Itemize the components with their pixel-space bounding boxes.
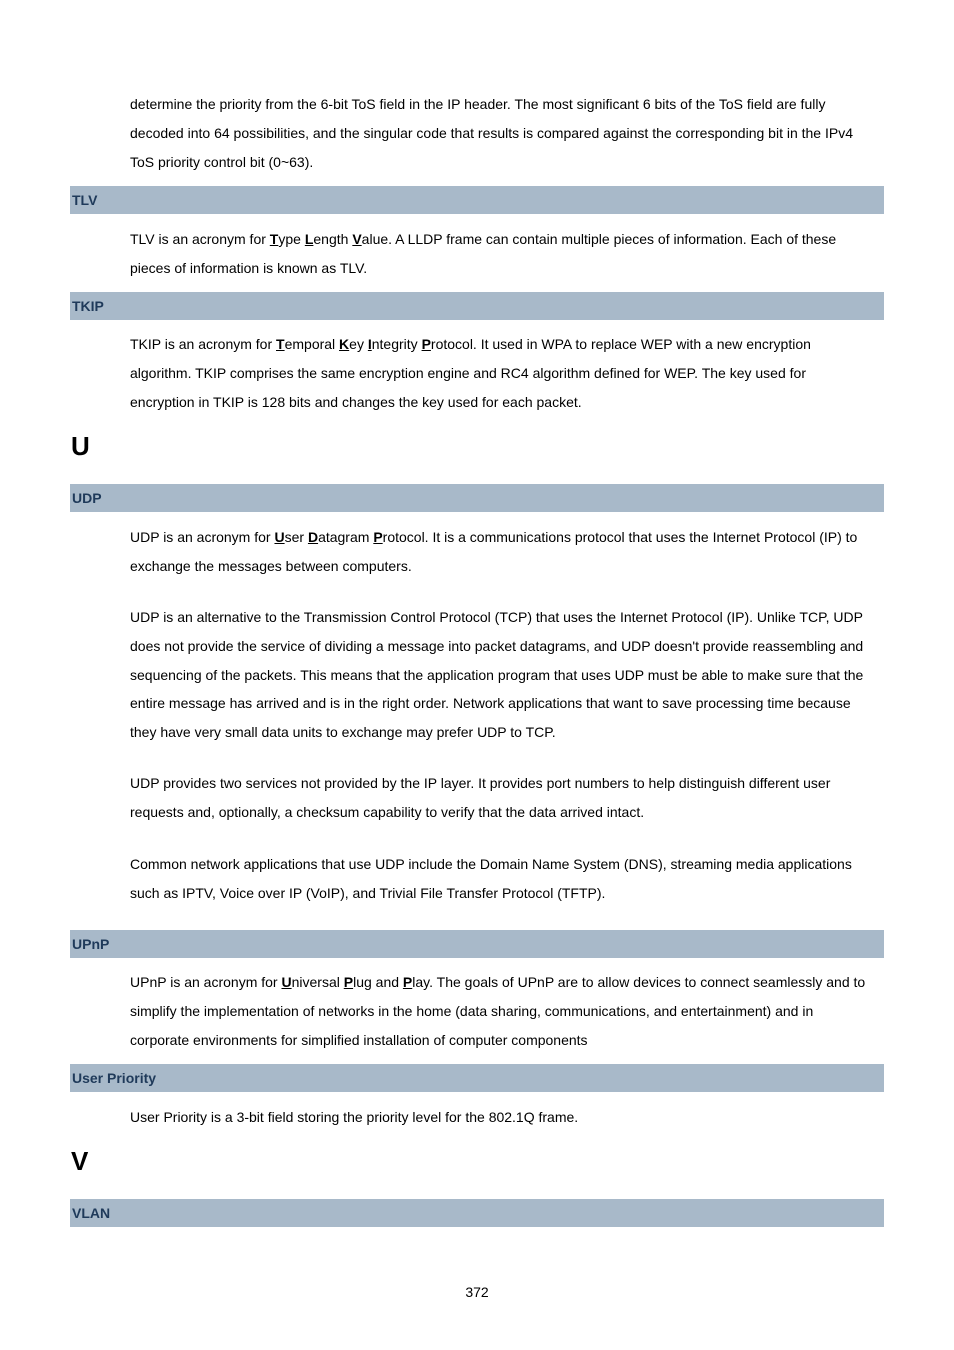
upnp-acronym-letter: P <box>402 974 413 990</box>
tkip-acronym-letter: T <box>276 336 285 352</box>
tkip-pre: TKIP is an acronym for <box>130 336 277 352</box>
udp-p2-line-1: UDP is an alternative to the Transmission Control Protocol (TCP) that uses the Internet Protocol (IP). Unlike TCP, UDP <box>130 609 863 625</box>
tlv-acronym-letter: T <box>269 231 279 247</box>
udp-p2-line-5: they have very small data units to exchange may prefer UDP to TCP. <box>130 724 556 741</box>
intro-line-2: decoded into 64 possibilities, and the singular code that results is compared against the corresponding bit in the IPv4 <box>130 124 853 141</box>
udp-paragraph-1 <box>130 523 885 581</box>
tkip-text: emporal <box>284 336 340 352</box>
udp-acronym-letter: P <box>373 529 383 545</box>
upnp-text: lug and <box>353 974 403 990</box>
udp-paragraph-2 <box>130 603 885 747</box>
tkip-heading: TKIP <box>70 292 884 320</box>
page-number: 372 <box>465 1284 489 1300</box>
udp-p3-line-2: requests and, optionally, a checksum capability to verify that the data arrived intact. <box>130 803 645 820</box>
tlv-paragraph <box>130 225 885 283</box>
udp-paragraph-4 <box>130 850 885 908</box>
intro-line-3: ToS priority control bit (0~63). <box>130 153 314 170</box>
section-letter-v: V <box>71 1146 89 1176</box>
udp-text: ser <box>284 529 308 545</box>
tlv-text: ype <box>278 231 305 247</box>
tkip-paragraph <box>130 330 885 416</box>
udp-acronym-letter: U <box>274 529 285 545</box>
user-priority-line-1: User Priority is a 3-bit field storing the priority level for the 802.1Q frame. <box>130 1109 579 1125</box>
intro-paragraph <box>130 90 885 176</box>
upnp-line-3: corporate environments for simplified installation of computer components <box>130 1031 588 1048</box>
upnp-line-1 <box>130 968 885 997</box>
tkip-line-1 <box>130 330 885 359</box>
tlv-text: ength <box>313 231 353 247</box>
udp-p4-line-1: Common network applications that use UDP include the Domain Name System (DNS), streaming media applications <box>130 856 852 872</box>
tlv-acronym-letter: V <box>352 231 362 247</box>
intro-line-1: determine the priority from the 6-bit ToS field in the IP header. The most significant 6 bits of the ToS field are fully <box>130 96 826 112</box>
upnp-acronym-letter: P <box>343 974 354 990</box>
tkip-acronym-letter: I <box>367 336 372 352</box>
upnp-line-2: simplify the implementation of networks in the home (data sharing, communications, and entertainment) and in <box>130 1002 814 1019</box>
vlan-heading: VLAN <box>70 1199 884 1227</box>
udp-text: atagram <box>318 529 374 545</box>
udp-heading: UDP <box>70 484 884 512</box>
udp-p1-line-1 <box>130 523 885 552</box>
upnp-paragraph <box>130 968 885 1054</box>
upnp-pre: UPnP is an acronym for <box>130 974 282 990</box>
tlv-pre: TLV is an acronym for <box>130 231 270 247</box>
tkip-text: ey <box>349 336 368 352</box>
tlv-line-2: pieces of information is known as TLV. <box>130 259 368 276</box>
udp-p4-line-2: such as IPTV, Voice over IP (VoIP), and Trivial File Transfer Protocol (TFTP). <box>130 884 606 901</box>
udp-p2-line-4: entire message has arrived and is in the right order. Network applications that want to save processing time because <box>130 695 851 712</box>
tkip-line-3: encryption in TKIP is 128 bits and changes the key used for each packet. <box>130 393 582 410</box>
udp-text: rotocol. It is a communications protocol that uses the Internet Protocol (IP) to <box>382 529 858 545</box>
upnp-text: lay. The goals of UPnP are to allow devices to connect seamlessly and to <box>412 974 866 990</box>
udp-p3-line-1: UDP provides two services not provided by the IP layer. It provides port numbers to help distinguish different user <box>130 775 831 791</box>
udp-p2-line-3: sequencing of the packets. This means that the application program that uses UDP must be able to make sure that the <box>130 666 864 683</box>
udp-paragraph-3 <box>130 769 885 827</box>
udp-p1-line-2: exchange the messages between computers. <box>130 557 412 574</box>
tlv-line-1 <box>130 225 885 254</box>
upnp-acronym-letter: U <box>281 974 292 990</box>
tkip-text: ntegrity <box>371 336 422 352</box>
section-letter-u: U <box>71 431 90 461</box>
user-priority-paragraph <box>130 1103 885 1132</box>
upnp-heading: UPnP <box>70 930 884 958</box>
tkip-acronym-letter: P <box>421 336 431 352</box>
tlv-heading: TLV <box>70 186 884 214</box>
udp-p2-line-2: does not provide the service of dividing a message into packet datagrams, and UDP doesn't provide reassembling and <box>130 637 864 654</box>
tlv-acronym-letter: L <box>304 231 314 247</box>
tlv-text: alue. A LLDP frame can contain multiple pieces of information. Each of these <box>361 231 837 247</box>
user-priority-heading: User Priority <box>70 1064 884 1092</box>
tkip-text: rotocol. It used in WPA to replace WEP with a new encryption <box>430 336 811 352</box>
udp-acronym-letter: D <box>307 529 319 545</box>
udp-pre: UDP is an acronym for <box>130 529 275 545</box>
tkip-line-2: algorithm. TKIP comprises the same encryption engine and RC4 algorithm defined for WEP. The key used for <box>130 364 806 381</box>
tkip-acronym-letter: K <box>339 336 350 352</box>
upnp-text: niversal <box>291 974 344 990</box>
